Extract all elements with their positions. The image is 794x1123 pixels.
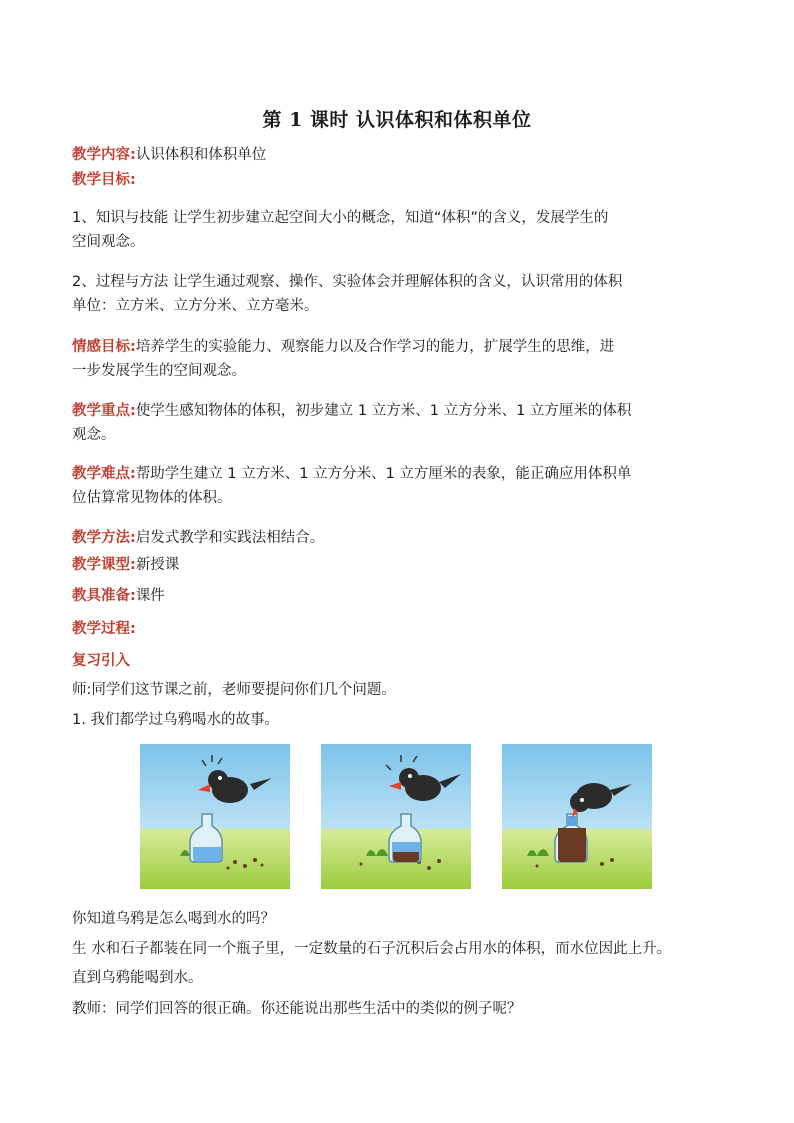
method-label: 教学方法: bbox=[72, 530, 136, 546]
difficulty-row bbox=[72, 462, 732, 486]
tools-label: 教具准备: bbox=[72, 588, 136, 604]
lesson-type-row bbox=[72, 553, 732, 577]
difficulty-line1: 帮助学生建立 1 立方米、1 立方分米、1 立方厘米的表象，能正确应用体积单 bbox=[135, 466, 632, 482]
keypoint-label: 教学重点: bbox=[72, 403, 136, 419]
method-row bbox=[72, 526, 732, 550]
difficulty-line2: 位估算常见物体的体积。 bbox=[72, 490, 232, 506]
crow-panel-1 bbox=[140, 744, 290, 889]
content-text: 认识体积和体积单位 bbox=[135, 147, 267, 163]
review-heading: 复习引入 bbox=[72, 653, 130, 669]
goal1-line1: 1、知识与技能 让学生初步建立起空间大小的概念，知道“体积”的含义，发展学生的 bbox=[72, 210, 609, 226]
process-label: 教学过程: bbox=[72, 621, 136, 637]
teacher-follow: 教师：同学们回答的很正确。你还能说出那些生活中的类似的例子呢？ bbox=[72, 1001, 522, 1017]
emotion-line2: 一步发展学生的空间观念。 bbox=[72, 363, 246, 379]
goals-label: 教学目标: bbox=[72, 172, 136, 188]
answer-line2: 直到乌鸦能喝到水。 bbox=[72, 970, 203, 986]
keypoint-line1: 使学生感知物体的体积，初步建立 1 立方米、1 立方分米、1 立方厘米的体积 bbox=[135, 403, 632, 419]
question-1: 1. 我们都学过乌鸦喝水的故事。 bbox=[72, 712, 279, 728]
emotion-line1: 培养学生的实验能力、观察能力以及合作学习的能力，扩展学生的思维，进 bbox=[135, 339, 615, 355]
keypoint-row bbox=[72, 399, 732, 423]
content-label: 教学内容: bbox=[72, 147, 136, 163]
page-title: 第 1 课时 认识体积和体积单位 bbox=[262, 109, 532, 131]
keypoint-line2: 观念。 bbox=[72, 427, 116, 443]
lesson-type-label: 教学课型: bbox=[72, 557, 136, 573]
tools-text: 课件 bbox=[135, 588, 165, 604]
teacher-intro: 师:同学们这节课之前，老师要提问你们几个问题。 bbox=[72, 682, 396, 698]
emotion-row bbox=[72, 335, 732, 359]
lesson-type-text: 新授课 bbox=[135, 557, 180, 573]
difficulty-label: 教学难点: bbox=[72, 466, 136, 482]
goal2-line1: 2、过程与方法 让学生通过观察、操作、实验体会并理解体积的含义，认识常用的体积 bbox=[72, 274, 623, 290]
crow-panel-3 bbox=[502, 744, 652, 889]
crow-panel-2 bbox=[321, 744, 471, 889]
answer-line1: 生 水和石子都装在同一个瓶子里，一定数量的石子沉积后会占用水的体积，而水位因此上升。 bbox=[72, 941, 672, 957]
crow-drinking-illustration bbox=[140, 744, 652, 889]
content-row bbox=[72, 143, 732, 167]
emotion-label: 情感目标: bbox=[72, 339, 136, 355]
goal2-line2: 单位：立方米、立方分米、立方毫米。 bbox=[72, 298, 319, 314]
tools-row bbox=[72, 584, 732, 608]
method-text: 启发式教学和实践法相结合。 bbox=[135, 530, 325, 546]
question-text: 你知道乌鸦是怎么喝到水的吗？ bbox=[72, 911, 275, 927]
goal1-line2: 空间观念。 bbox=[72, 234, 145, 250]
